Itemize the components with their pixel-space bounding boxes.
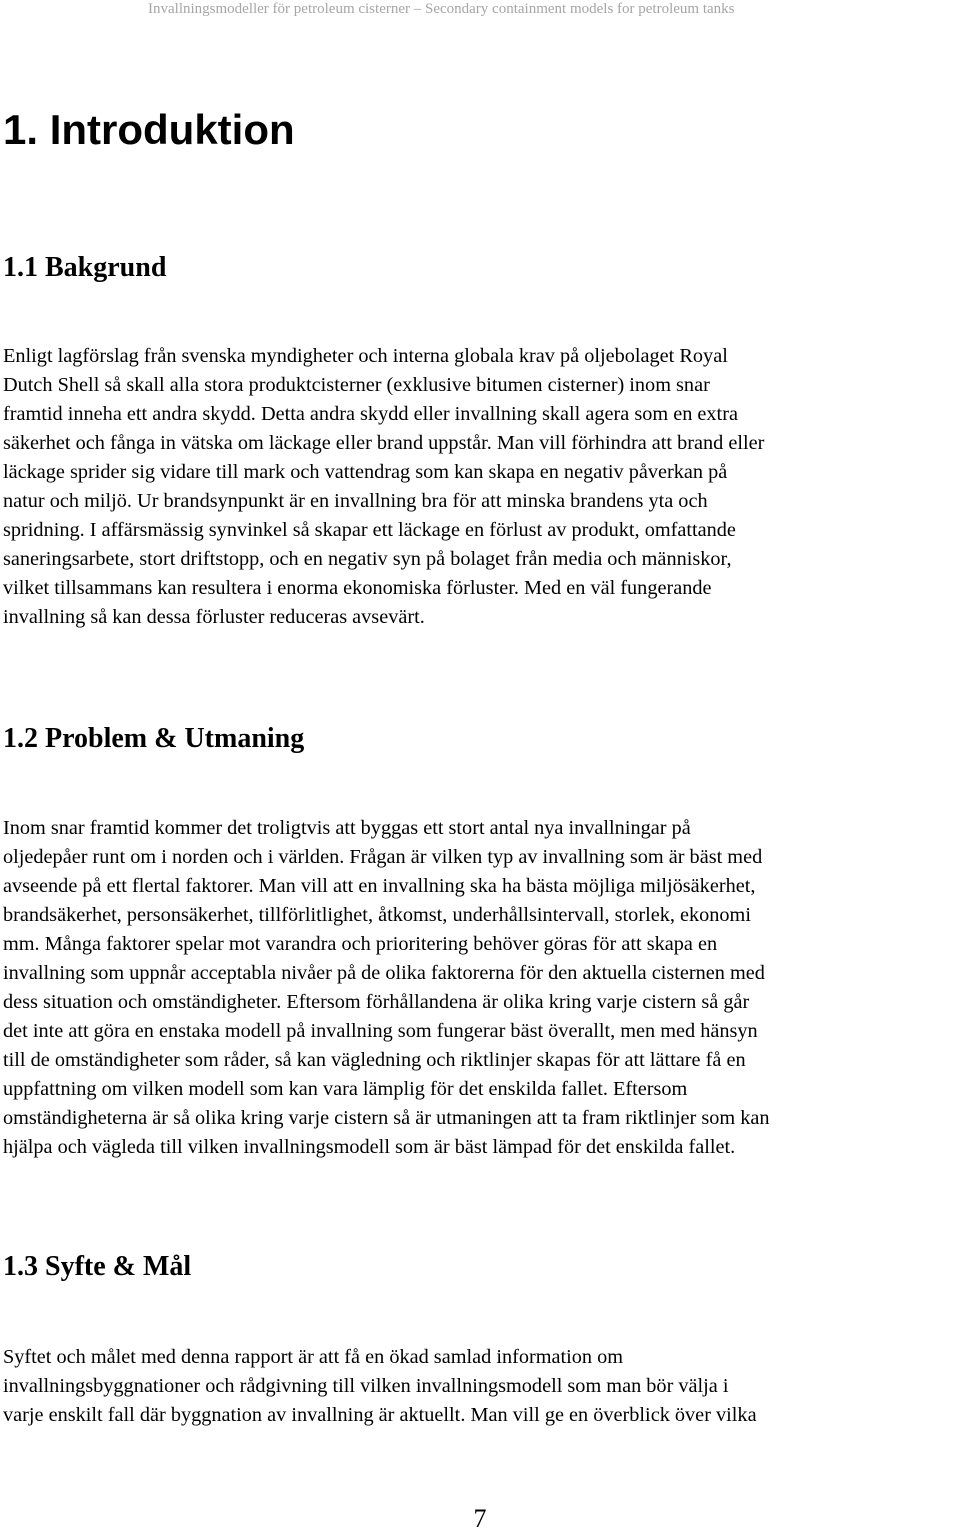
text-line: avseende på ett flertal faktorer. Man vill att en invallning ska ha bästa möjliga miljösäkerhet, [3,875,756,897]
text-line: vilket tillsammans kan resultera i enorma ekonomiska förluster. Med en väl fungerande [3,577,712,599]
text-line: brandsäkerhet, personsäkerhet, tillförlitlighet, åtkomst, underhållsintervall, storlek, ekonomi [3,904,751,926]
paragraph-bakgrund [3,342,955,632]
section-heading-problem-utmaning: 1.2 Problem & Utmaning [3,723,305,754]
text-line: Dutch Shell så skall alla stora produktcisterner (exklusive bitumen cisterner) inom snar [3,374,710,396]
page-number: 7 [473,1504,487,1533]
text-line: mm. Många faktorer spelar mot varandra och prioritering behöver göras för att skapa en [3,933,718,955]
text-line: dess situation och omständigheter. Eftersom förhållandena är olika kring varje cistern så går [3,991,750,1013]
text-line: saneringsarbete, stort driftstopp, och en negativ syn på bolaget från media och människor, [3,548,732,570]
text-line: omständigheterna är så olika kring varje cistern så är utmaningen att ta fram riktlinjer som kan [3,1107,770,1129]
text-line: hjälpa och vägleda till vilken invallningsmodell som är bäst lämpad för det enskilda fallet. [3,1136,736,1158]
text-line: invallning så kan dessa förluster reduceras avsevärt. [3,606,425,628]
chapter-title: 1. Introduktion [3,106,295,153]
text-line: säkerhet och fånga in vätska om läckage eller brand uppstår. Man vill förhindra att brand eller [3,432,765,454]
text-line: oljedepåer runt om i norden och i världen. Frågan är vilken typ av invallning som är bäst med [3,846,763,868]
text-line: läckage sprider sig vidare till mark och vattendrag som kan skapa en negativ påverkan på [3,461,728,483]
text-line: framtid inneha ett andra skydd. Detta andra skydd eller invallning skall agera som en extra [3,403,738,425]
paragraph-problem-utmaning [3,814,955,1162]
text-line: natur och miljö. Ur brandsynpunkt är en invallning bra för att minska brandens yta och [3,490,708,512]
paragraph-syfte-mal [3,1343,955,1430]
text-line: Inom snar framtid kommer det troligtvis att byggas ett stort antal nya invallningar på [3,817,691,839]
text-line: uppfattning om vilken modell som kan vara lämplig för det enskilda fallet. Eftersom [3,1078,688,1100]
section-heading-bakgrund: 1.1 Bakgrund [3,252,167,283]
text-line: Syftet och målet med denna rapport är att få en ökad samlad information om [3,1346,624,1368]
text-line: invallningsbyggnationer och rådgivning till vilken invallningsmodell som man bör välja i [3,1375,729,1397]
text-line: det inte att göra en enstaka modell på invallning som fungerar bäst överallt, men med hänsyn [3,1020,758,1042]
text-line: till de omständigheter som råder, så kan vägledning och riktlinjer skapas för att lättare få en [3,1049,746,1071]
running-header: Invallningsmodeller för petroleum cisterner – Secondary containment models for petroleum tanks [148,1,735,17]
text-line: spridning. I affärsmässig synvinkel så skapar ett läckage en förlust av produkt, omfattande [3,519,736,541]
text-line: Enligt lagförslag från svenska myndigheter och interna globala krav på oljebolaget Royal [3,345,728,367]
text-line: invallning som uppnår acceptabla nivåer på de olika faktorerna för den aktuella cisternen med [3,962,765,984]
text-line: varje enskilt fall där byggnation av invallning är aktuellt. Man vill ge en överblick över vilka [3,1404,757,1426]
section-heading-syfte-mal: 1.3 Syfte & Mål [3,1251,192,1282]
